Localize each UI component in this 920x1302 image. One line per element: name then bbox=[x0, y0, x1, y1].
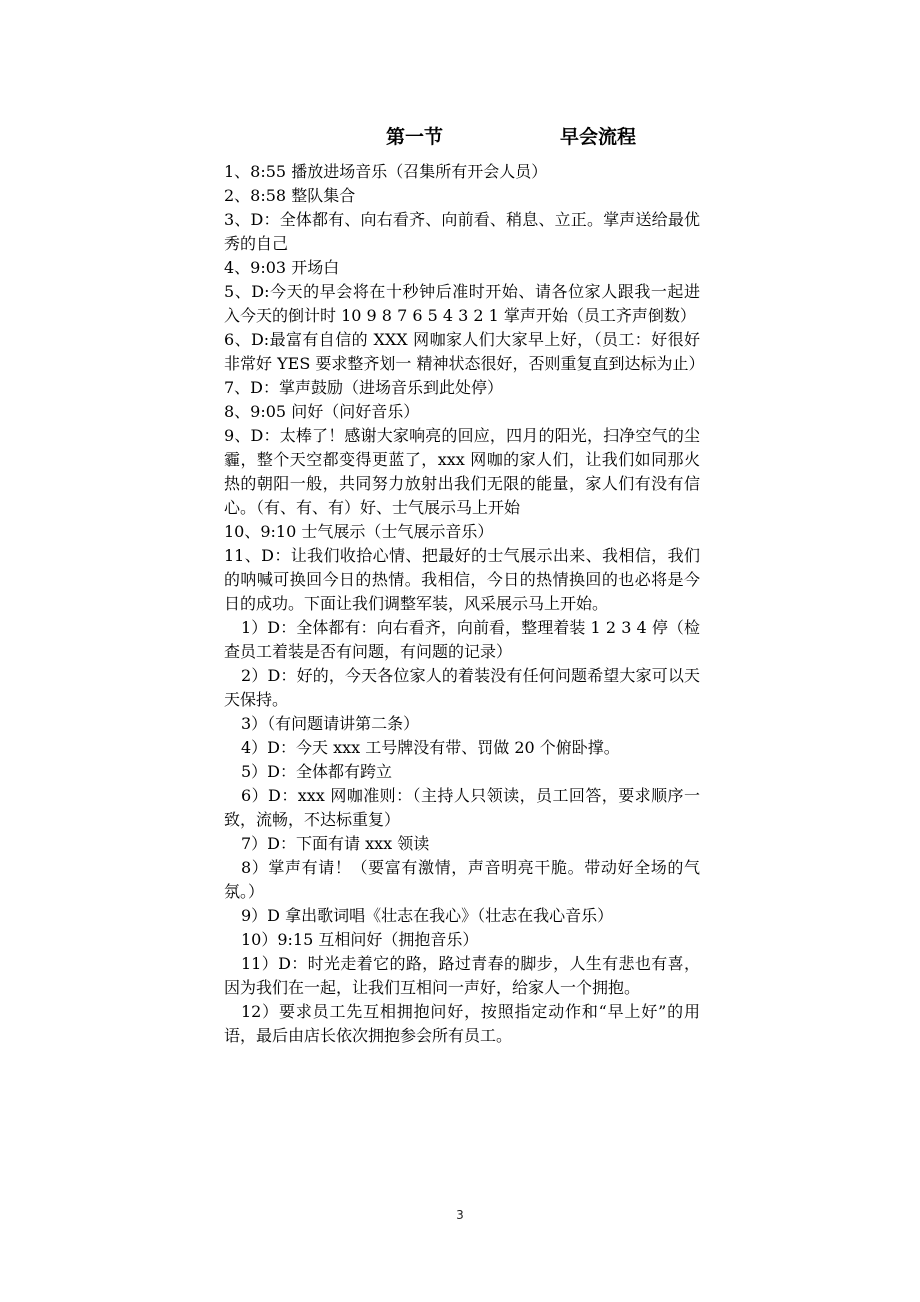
sub-step-4: 4）D：今天 xxx 工号牌没有带、罚做 20 个俯卧撑。 bbox=[241, 738, 620, 757]
sub-step-10: 10）9:15 互相问好（拥抱音乐） bbox=[241, 930, 479, 949]
sub-step-7: 7）D：下面有请 xxx 领读 bbox=[241, 834, 430, 853]
step-paragraph-4: 4、9:03 开场白 bbox=[224, 258, 340, 277]
step-paragraph-7: 7、D：掌声鼓励（进场音乐到此处停） bbox=[224, 378, 504, 397]
step-paragraph-8: 8、9:05 问好（问好音乐） bbox=[224, 402, 420, 421]
document-body bbox=[224, 160, 705, 1048]
step-paragraph-3: 3、D：全体都有、向右看齐、向前看、稍息、立正。掌声送给最优秀的自己 bbox=[224, 210, 700, 253]
page-number: 3 bbox=[456, 1208, 464, 1222]
sub-step-12: 12）要求员工先互相拥抱问好，按照指定动作和“早上好”的用语，最后由店长依次拥抱参会所有员工。 bbox=[224, 1002, 700, 1045]
section-label: 第一节 bbox=[386, 126, 444, 148]
sub-step-6: 6）D：xxx 网咖准则：（主持人只领读，员工回答，要求顺序一致，流畅，不达标重复） bbox=[224, 786, 700, 829]
sub-step-2: 2）D：好的，今天各位家人的着装没有任何问题希望大家可以天天保持。 bbox=[224, 666, 700, 709]
sub-step-3: 3）（有问题请讲第二条） bbox=[241, 714, 420, 733]
sub-step-8: 8）掌声有请！（要富有激情，声音明亮干脆。带动好全场的气氛。） bbox=[224, 858, 700, 901]
step-paragraph-9: 9、D：太棒了！感谢大家响亮的回应，四月的阳光，扫净空气的尘霾，整个天空都变得更蓝了，xxx 网咖的家人们，让我们如同那火热的朝阳一般，共同努力放射出我们无限的能量，家人们有没有信心。（有、有、有）好、士气展示马上开始 bbox=[224, 426, 700, 517]
step-paragraph-5: 5、D:今天的早会将在十秒钟后准时开始、请各位家人跟我一起进入今天的倒计时 10 9 8 7 6 5 4 3 2 1 掌声开始（员工齐声倒数） bbox=[224, 282, 700, 325]
step-paragraph-1: 1、8:55 播放进场音乐（召集所有开会人员） bbox=[224, 162, 548, 181]
sub-step-11: 11）D：时光走着它的路，路过青春的脚步，人生有悲也有喜，因为我们在一起，让我们互相问一声好，给家人一个拥抱。 bbox=[224, 954, 700, 997]
step-paragraph-11: 11、D：让我们收拾心情、把最好的士气展示出来、我相信，我们的呐喊可换回今日的热情。我相信，今日的热情换回的也必将是今日的成功。下面让我们调整军装，风采展示马上开始。 bbox=[224, 546, 700, 613]
page-title bbox=[0, 122, 920, 152]
section-title: 早会流程 bbox=[560, 126, 637, 148]
sub-step-1: 1）D：全体都有：向右看齐，向前看，整理着装 1 2 3 4 停（检查员工着装是否有问题，有问题的记录） bbox=[224, 618, 700, 661]
step-paragraph-6: 6、D:最富有自信的 XXX 网咖家人们大家早上好，（员工：好很好 非常好 YES 要求整齐划一 精神状态很好，否则重复直到达标为止） bbox=[224, 330, 705, 373]
step-paragraph-10: 10、9:10 士气展示（士气展示音乐） bbox=[224, 522, 494, 541]
sub-step-9: 9）D 拿出歌词唱《壮志在我心》（壮志在我心音乐） bbox=[241, 906, 614, 925]
step-paragraph-2: 2、8:58 整队集合 bbox=[224, 186, 356, 205]
sub-step-5: 5）D：全体都有跨立 bbox=[241, 762, 393, 781]
